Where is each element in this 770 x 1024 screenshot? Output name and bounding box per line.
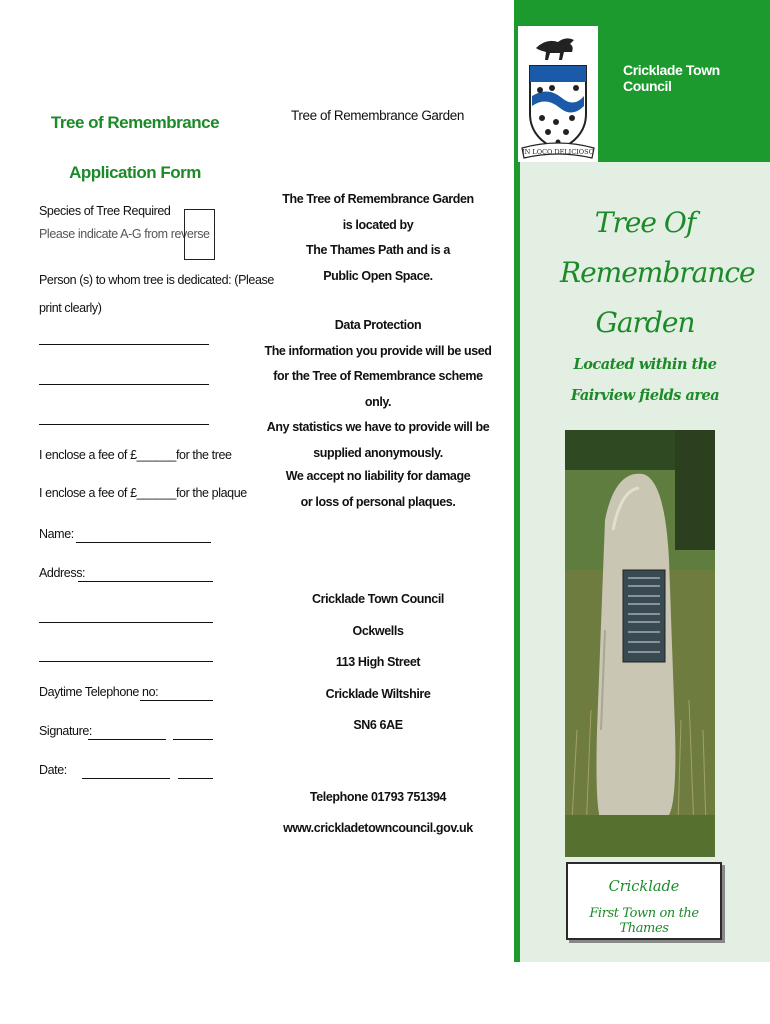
- cover-title-line-1: Tree Of: [594, 206, 696, 239]
- fee-plaque-prefix: I enclose a fee of £: [39, 486, 137, 500]
- crest-logo: [518, 26, 598, 162]
- address-line-4: Cricklade Wiltshire: [325, 686, 431, 701]
- phone-label: Daytime Telephone no:: [39, 685, 159, 699]
- data-protection-line-2: for the Tree of Remembrance scheme only.: [273, 369, 483, 409]
- fee-tree-suffix: for the tree: [175, 448, 232, 462]
- cover-title-line-3: Garden: [595, 306, 695, 339]
- cover-subtitle-line-2: Fairview fields area: [570, 387, 720, 404]
- person-label: Person (s) to whom tree is dedicated: (Please: [39, 273, 274, 287]
- fee-tree-line: [39, 448, 232, 462]
- address-field-1[interactable]: [78, 581, 213, 582]
- address-line-3: 113 High Street: [335, 655, 421, 669]
- address-line-1: Cricklade Town Council: [312, 592, 444, 606]
- date-label: Date:: [39, 763, 67, 777]
- crest-motto: IN LOCO DELICIOSO: [522, 148, 594, 156]
- cover-title-line-2: Remembrance: [560, 256, 755, 289]
- liability-line-2: or loss of personal plaques.: [300, 495, 456, 509]
- dedication-line-3[interactable]: [39, 424, 209, 425]
- fee-tree-prefix: I enclose a fee of £: [39, 448, 137, 462]
- data-protection-block: [262, 313, 494, 466]
- address-label: Address:: [39, 566, 86, 580]
- liability-line-1: We accept no liability for damage: [285, 469, 471, 483]
- date-field[interactable]: [82, 778, 170, 779]
- species-input-box[interactable]: [184, 209, 215, 260]
- address-line-5: SN6 6AE: [353, 718, 403, 732]
- crest-shield-icon: [518, 26, 598, 162]
- dedication-line-2[interactable]: [39, 384, 209, 385]
- council-address: [262, 584, 494, 742]
- telephone: Telephone 01793 751394: [309, 790, 447, 804]
- location-line-1: The Tree of Remembrance Garden: [282, 192, 474, 206]
- liability-block: [262, 463, 494, 515]
- signature-field-extra[interactable]: [173, 739, 213, 740]
- form-subtitle: Application Form: [69, 163, 201, 182]
- website-link[interactable]: www.crickladetowncouncil.gov.uk: [283, 821, 473, 835]
- cover-footer-box: [566, 862, 722, 940]
- signature-field[interactable]: [88, 739, 166, 740]
- footer-town: Cricklade: [608, 879, 680, 895]
- species-label: Species of Tree Required: [39, 204, 171, 218]
- location-line-3: The Thames Path and is a: [306, 243, 450, 257]
- species-hint: Please indicate A-G from reverse: [39, 227, 210, 241]
- form-title: Tree of Remembrance: [50, 113, 220, 132]
- location-block: [262, 187, 494, 289]
- name-field[interactable]: [76, 542, 211, 543]
- fee-plaque-line: [39, 486, 247, 500]
- data-protection-line-4: supplied anonymously.: [313, 445, 443, 460]
- phone-field[interactable]: [140, 700, 213, 701]
- fee-plaque-blank[interactable]: ______: [136, 486, 176, 500]
- date-field-extra[interactable]: [178, 778, 213, 779]
- cover-subtitle-line-1: Located within the: [573, 356, 717, 373]
- footer-tagline: First Town on the Thames: [589, 906, 699, 936]
- fee-tree-blank[interactable]: ______: [136, 448, 176, 462]
- garden-heading: Tree of Remembrance Garden: [291, 108, 464, 123]
- signature-label: Signature:: [39, 724, 92, 738]
- council-name: Cricklade Town Council: [623, 62, 720, 94]
- location-line-4: Public Open Space.: [323, 268, 433, 283]
- dedication-line-1[interactable]: [39, 344, 209, 345]
- address-field-3[interactable]: [39, 661, 213, 662]
- data-protection-line-1: The information you provide will be used: [264, 343, 492, 358]
- memorial-stone-photo: [565, 430, 715, 857]
- person-label-cont: print clearly): [39, 301, 102, 315]
- data-protection-heading: Data Protection: [334, 318, 422, 332]
- address-field-2[interactable]: [39, 622, 213, 623]
- location-line-2: is located by: [342, 217, 414, 232]
- data-protection-line-3: Any statistics we have to provide will be: [266, 420, 490, 434]
- name-label: Name:: [39, 527, 74, 541]
- fee-plaque-suffix: for the plaque: [175, 486, 247, 500]
- address-line-2: Ockwells: [352, 623, 404, 638]
